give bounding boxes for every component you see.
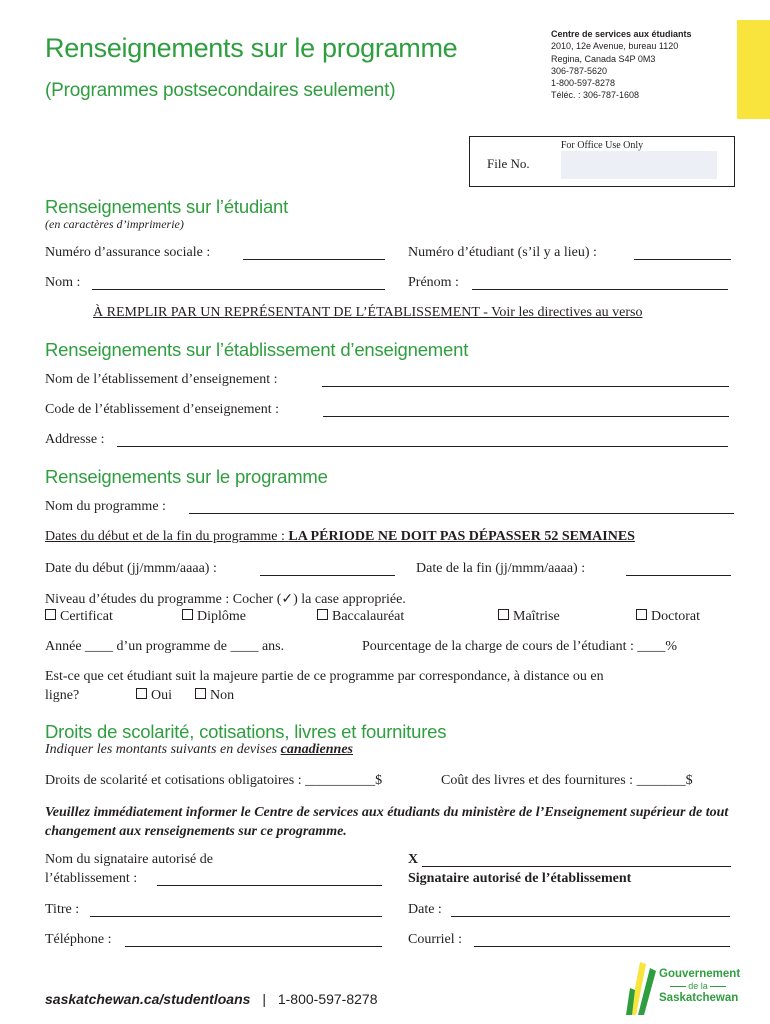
end-date-label: Date de la fin (jj/mmm/aaaa) :	[416, 561, 586, 576]
title-label: Titre :	[45, 902, 80, 917]
section-heading-student: Renseignements sur l’étudiant	[45, 196, 289, 217]
address-line2: Regina, Canada S4P 0M3	[551, 53, 656, 64]
print-note: (en caractères d’imprimerie)	[45, 217, 184, 231]
tuition-fees: Droits de scolarité et cotisations obligatoires : __________$	[45, 773, 383, 788]
title-field[interactable]	[90, 916, 382, 917]
date-field[interactable]	[451, 916, 730, 917]
currency-note-text: Indiquer les montants suivants en devises	[45, 742, 278, 757]
level-option-certificat[interactable]	[45, 609, 113, 625]
phone-field[interactable]	[125, 946, 382, 947]
checkbox-icon[interactable]	[182, 609, 193, 620]
section-heading-program: Renseignements sur le programme	[45, 466, 328, 487]
program-name-label: Nom du programme :	[45, 499, 166, 514]
email-label: Courriel :	[408, 932, 463, 947]
currency-note-emphasis: canadiennes	[280, 742, 353, 757]
sin-label: Numéro d’assurance sociale :	[45, 245, 211, 260]
wheat-sheaf-icon	[624, 960, 658, 1015]
option-yes[interactable]	[136, 688, 172, 704]
last-name-field[interactable]	[92, 289, 385, 290]
signer-label-b: l’établissement :	[45, 871, 138, 886]
file-no-input[interactable]	[561, 151, 717, 179]
section-heading-fees: Droits de scolarité, cotisations, livres et fournitures	[45, 721, 447, 742]
first-name-label: Prénom :	[408, 275, 459, 290]
student-no-field[interactable]	[634, 259, 731, 260]
checkbox-icon[interactable]	[498, 609, 509, 620]
footer-separator: |	[262, 991, 266, 1007]
end-date-field[interactable]	[626, 575, 731, 576]
program-name-field[interactable]	[189, 513, 734, 514]
signer-label-a: Nom du signataire autorisé de	[45, 852, 213, 867]
signature-label: Signataire autorisé de l’établissement	[408, 871, 632, 886]
footer-url[interactable]: saskatchewan.ca/studentloans	[45, 991, 251, 1007]
books-cost: Coût des livres et des fournitures : _______$	[441, 773, 693, 788]
address-org: Centre de services aux étudiants	[551, 29, 692, 39]
checkbox-icon[interactable]	[136, 688, 147, 699]
office-use-label: For Office Use Only	[560, 140, 644, 151]
page-title: Renseignements sur le programme	[45, 33, 458, 63]
checkbox-icon[interactable]	[195, 688, 206, 699]
no-label: Non	[210, 688, 235, 703]
level-option-doctorat[interactable]	[636, 609, 700, 625]
institution-code-field[interactable]	[323, 416, 729, 417]
logo-line2-text: de la	[688, 981, 708, 991]
address-phone2: 1-800-597-8278	[551, 78, 616, 89]
signer-name-field[interactable]	[157, 885, 382, 886]
institution-address-label: Addresse :	[45, 432, 105, 447]
start-date-field[interactable]	[260, 575, 395, 576]
page-subtitle: (Programmes postsecondaires seulement)	[45, 80, 396, 101]
institution-name-label: Nom de l’établissement d’enseignement :	[45, 372, 278, 387]
year-of-program: Année ____ d’un programme de ____ ans.	[45, 639, 285, 654]
logo-line3: Saskatchewan	[659, 992, 739, 1004]
office-address	[551, 28, 692, 102]
sin-field[interactable]	[243, 259, 385, 260]
institution-instruction: À REMPLIR PAR UN REPRÉSENTANT DE L’ÉTABLISSEMENT - Voir les directives au verso	[93, 305, 643, 320]
option-no[interactable]	[195, 688, 234, 704]
course-load: Pourcentage de la charge de cours de l’étudiant : ____%	[362, 639, 678, 654]
institution-name-field[interactable]	[322, 386, 729, 387]
program-dates-line	[45, 529, 635, 545]
currency-note	[45, 742, 353, 758]
change-notice: Veuillez immédiatement informer le Centre de services aux étudiants du ministère de l’Enseignement supérieur de tout changement aux renseignements sur ce programme.	[45, 805, 729, 839]
distance-question: Est-ce que cet étudiant suit la majeure partie de ce programme par correspondance, à distance ou en	[45, 669, 604, 684]
checkbox-icon[interactable]	[636, 609, 647, 620]
level-option-maitrise[interactable]	[498, 609, 560, 625]
yellow-accent-bar	[737, 20, 770, 119]
file-no-label: File No.	[487, 156, 530, 171]
distance-question-end: ligne?	[45, 688, 80, 703]
office-use-box	[469, 136, 735, 187]
first-name-field[interactable]	[472, 289, 728, 290]
institution-code-label: Code de l’établissement d’enseignement :	[45, 402, 280, 417]
level-intro: Niveau d’études du programme : Cocher (✓) la case appropriée.	[45, 592, 406, 607]
footer-phone: 1-800-597-8278	[277, 991, 378, 1007]
government-logo	[624, 960, 739, 1015]
program-dates-intro: Dates du début et de la fin du programme :	[45, 529, 285, 544]
logo-line2	[662, 981, 734, 991]
checkbox-icon[interactable]	[317, 609, 328, 620]
checkbox-icon[interactable]	[45, 609, 56, 620]
footer	[45, 991, 377, 1007]
level-option-diplome[interactable]	[182, 609, 246, 625]
program-dates-warning: LA PÉRIODE NE DOIT PAS DÉPASSER 52 SEMAINES	[288, 529, 635, 544]
start-date-label: Date du début (jj/mmm/aaaa) :	[45, 561, 217, 576]
signature-x: X	[408, 852, 419, 867]
address-phone1: 306-787-5620	[551, 65, 608, 76]
student-no-label: Numéro d’étudiant (s’il y a lieu) :	[408, 245, 597, 260]
phone-label: Téléphone :	[45, 932, 112, 947]
last-name-label: Nom :	[45, 275, 81, 290]
level-label: Diplôme	[197, 609, 246, 624]
signature-field[interactable]	[422, 866, 731, 867]
logo-line1: Gouvernement	[659, 968, 741, 980]
level-label: Doctorat	[651, 609, 700, 624]
level-option-baccalaureat[interactable]	[317, 609, 404, 625]
date-label: Date :	[408, 902, 442, 917]
email-field[interactable]	[474, 946, 730, 947]
yes-label: Oui	[151, 688, 172, 703]
level-label: Baccalauréat	[332, 609, 405, 624]
institution-address-field[interactable]	[117, 446, 728, 447]
level-label: Maîtrise	[513, 609, 560, 624]
section-heading-institution: Renseignements sur l’établissement d’enseignement	[45, 339, 469, 360]
address-fax: Téléc. : 306-787-1608	[551, 90, 640, 101]
address-line1: 2010, 12e Avenue, bureau 1120	[551, 41, 679, 52]
level-label: Certificat	[60, 609, 113, 624]
